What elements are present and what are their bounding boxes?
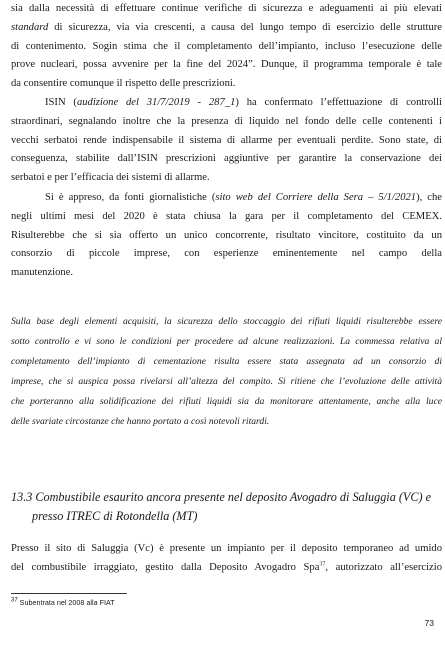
text-line: Presso il sito di Saluggia (Vc) è presente un impianto per il deposito temporaneo ad umido <box>11 543 442 554</box>
text-segment: ) ha confermato l’effettuazione di controlli <box>235 97 442 108</box>
text-line: manutenzione. <box>11 267 74 279</box>
text-segment: Si è appreso, da fonti giornalistiche ( <box>45 192 216 203</box>
italic-text: sito web del Corriere della Sera – 5/1/2021 <box>215 192 417 203</box>
text-line: completamento dell’impianto di cementazione risulta essere stata assegnata ad un consorzio di <box>11 355 442 367</box>
text-line <box>11 189 442 208</box>
page-number: 73 <box>424 618 434 628</box>
text-segment: ISIN ( <box>45 97 77 108</box>
footnote-ref[interactable]: 37 <box>319 561 326 568</box>
text-line: delle svariate circostanze che hanno portato a così notevoli ritardi. <box>11 415 270 427</box>
text-line <box>11 19 442 38</box>
paragraph-italic-summary <box>11 312 442 431</box>
text-line: sotto controllo e vi sono le condizioni per procedere ad alcune realizzazioni. La commessa relativa al <box>11 335 442 347</box>
footnote-text: Subentrata nel 2008 alla FIAT <box>17 598 115 607</box>
paragraph-cemex-tender <box>11 189 442 283</box>
text-line: Risulterebbe che si sia offerto un unico concorrente, risultato vincitore, costituito da un <box>11 229 442 241</box>
text-segment: ), che <box>416 192 443 203</box>
text-line: serbatoi e per l’efficacia dei sistemi di allarme. <box>11 172 210 184</box>
text-line: Sulla base degli elementi acquisiti, la sicurezza dello stoccaggio dei rifiuti liquidi risulterebbe essere <box>11 316 442 327</box>
text-line <box>11 94 442 113</box>
paragraph-saluggia <box>11 540 442 578</box>
text-line: imprese, che si auspica possa rivelarsi all’altezza del compito. Si ritiene che l’evoluzione delle attività <box>11 375 442 387</box>
text-line: negli ultimi mesi del 2020 è stata chiusa la gara per il completamento del CEMEX. <box>11 210 442 222</box>
section-heading <box>11 488 442 526</box>
text-segment: del combustibile irraggiato, gestito dalla Deposito Avogadro Spa <box>11 561 320 573</box>
italic-text: audizione del 31/7/2019 - 287_1 <box>76 97 236 108</box>
text-line: di contenimento. Sogin stima che il completamento dell’impianto, incluso l’esecuzione delle <box>11 40 442 52</box>
text-line: che porteranno alla solidificazione dei rifiuti liquidi sia da monitorare attentamente, anche alla luce <box>11 395 442 407</box>
text-line: conseguenza, stabilite dall’ISIN prescrizioni aggiuntive per garantire la conservazione dei <box>11 153 442 165</box>
text-line: straordinari, segnalando inoltre che la presenza di liquido nel fondo delle celle contenenti i <box>11 115 442 127</box>
text-line: prove nucleari, possa avvenire per la fine del 2024”. Dunque, il programma temporale è tale <box>11 59 442 71</box>
text-line: da consentire comunque il rispetto delle prescrizioni. <box>11 78 236 90</box>
text-segment: , autorizzato all’esercizio <box>325 561 442 573</box>
paragraph-sogin-estimate <box>11 0 442 94</box>
text-segment: di sicurezza, via via crescenti, a causa del lungo tempo di esercizio delle strutture <box>48 21 442 33</box>
text-line: vecchi serbatoi rende indispensabile il sistema di allarme per eventuali perdite. Sono state, di <box>11 134 442 146</box>
text-line <box>11 559 442 578</box>
heading-line: presso ITREC di Rotondella (MT) <box>32 508 198 523</box>
text-line: sia dalla necessità di effettuare continue verifiche di sicurezza e adeguamenti ai più elevati <box>11 3 442 14</box>
footnote-separator <box>11 593 127 594</box>
text-line: consorzio di piccole imprese, con esperienze eminentemente nel campo della <box>11 248 442 260</box>
paragraph-isin-audit <box>11 94 442 188</box>
footnote-number: 37 <box>11 597 18 604</box>
heading-line: 13.3 Combustibile esaurito ancora presente nel deposito Avogadro di Saluggia (VC) e <box>11 490 431 504</box>
italic-text: standard <box>11 21 49 33</box>
footnote <box>11 598 115 607</box>
